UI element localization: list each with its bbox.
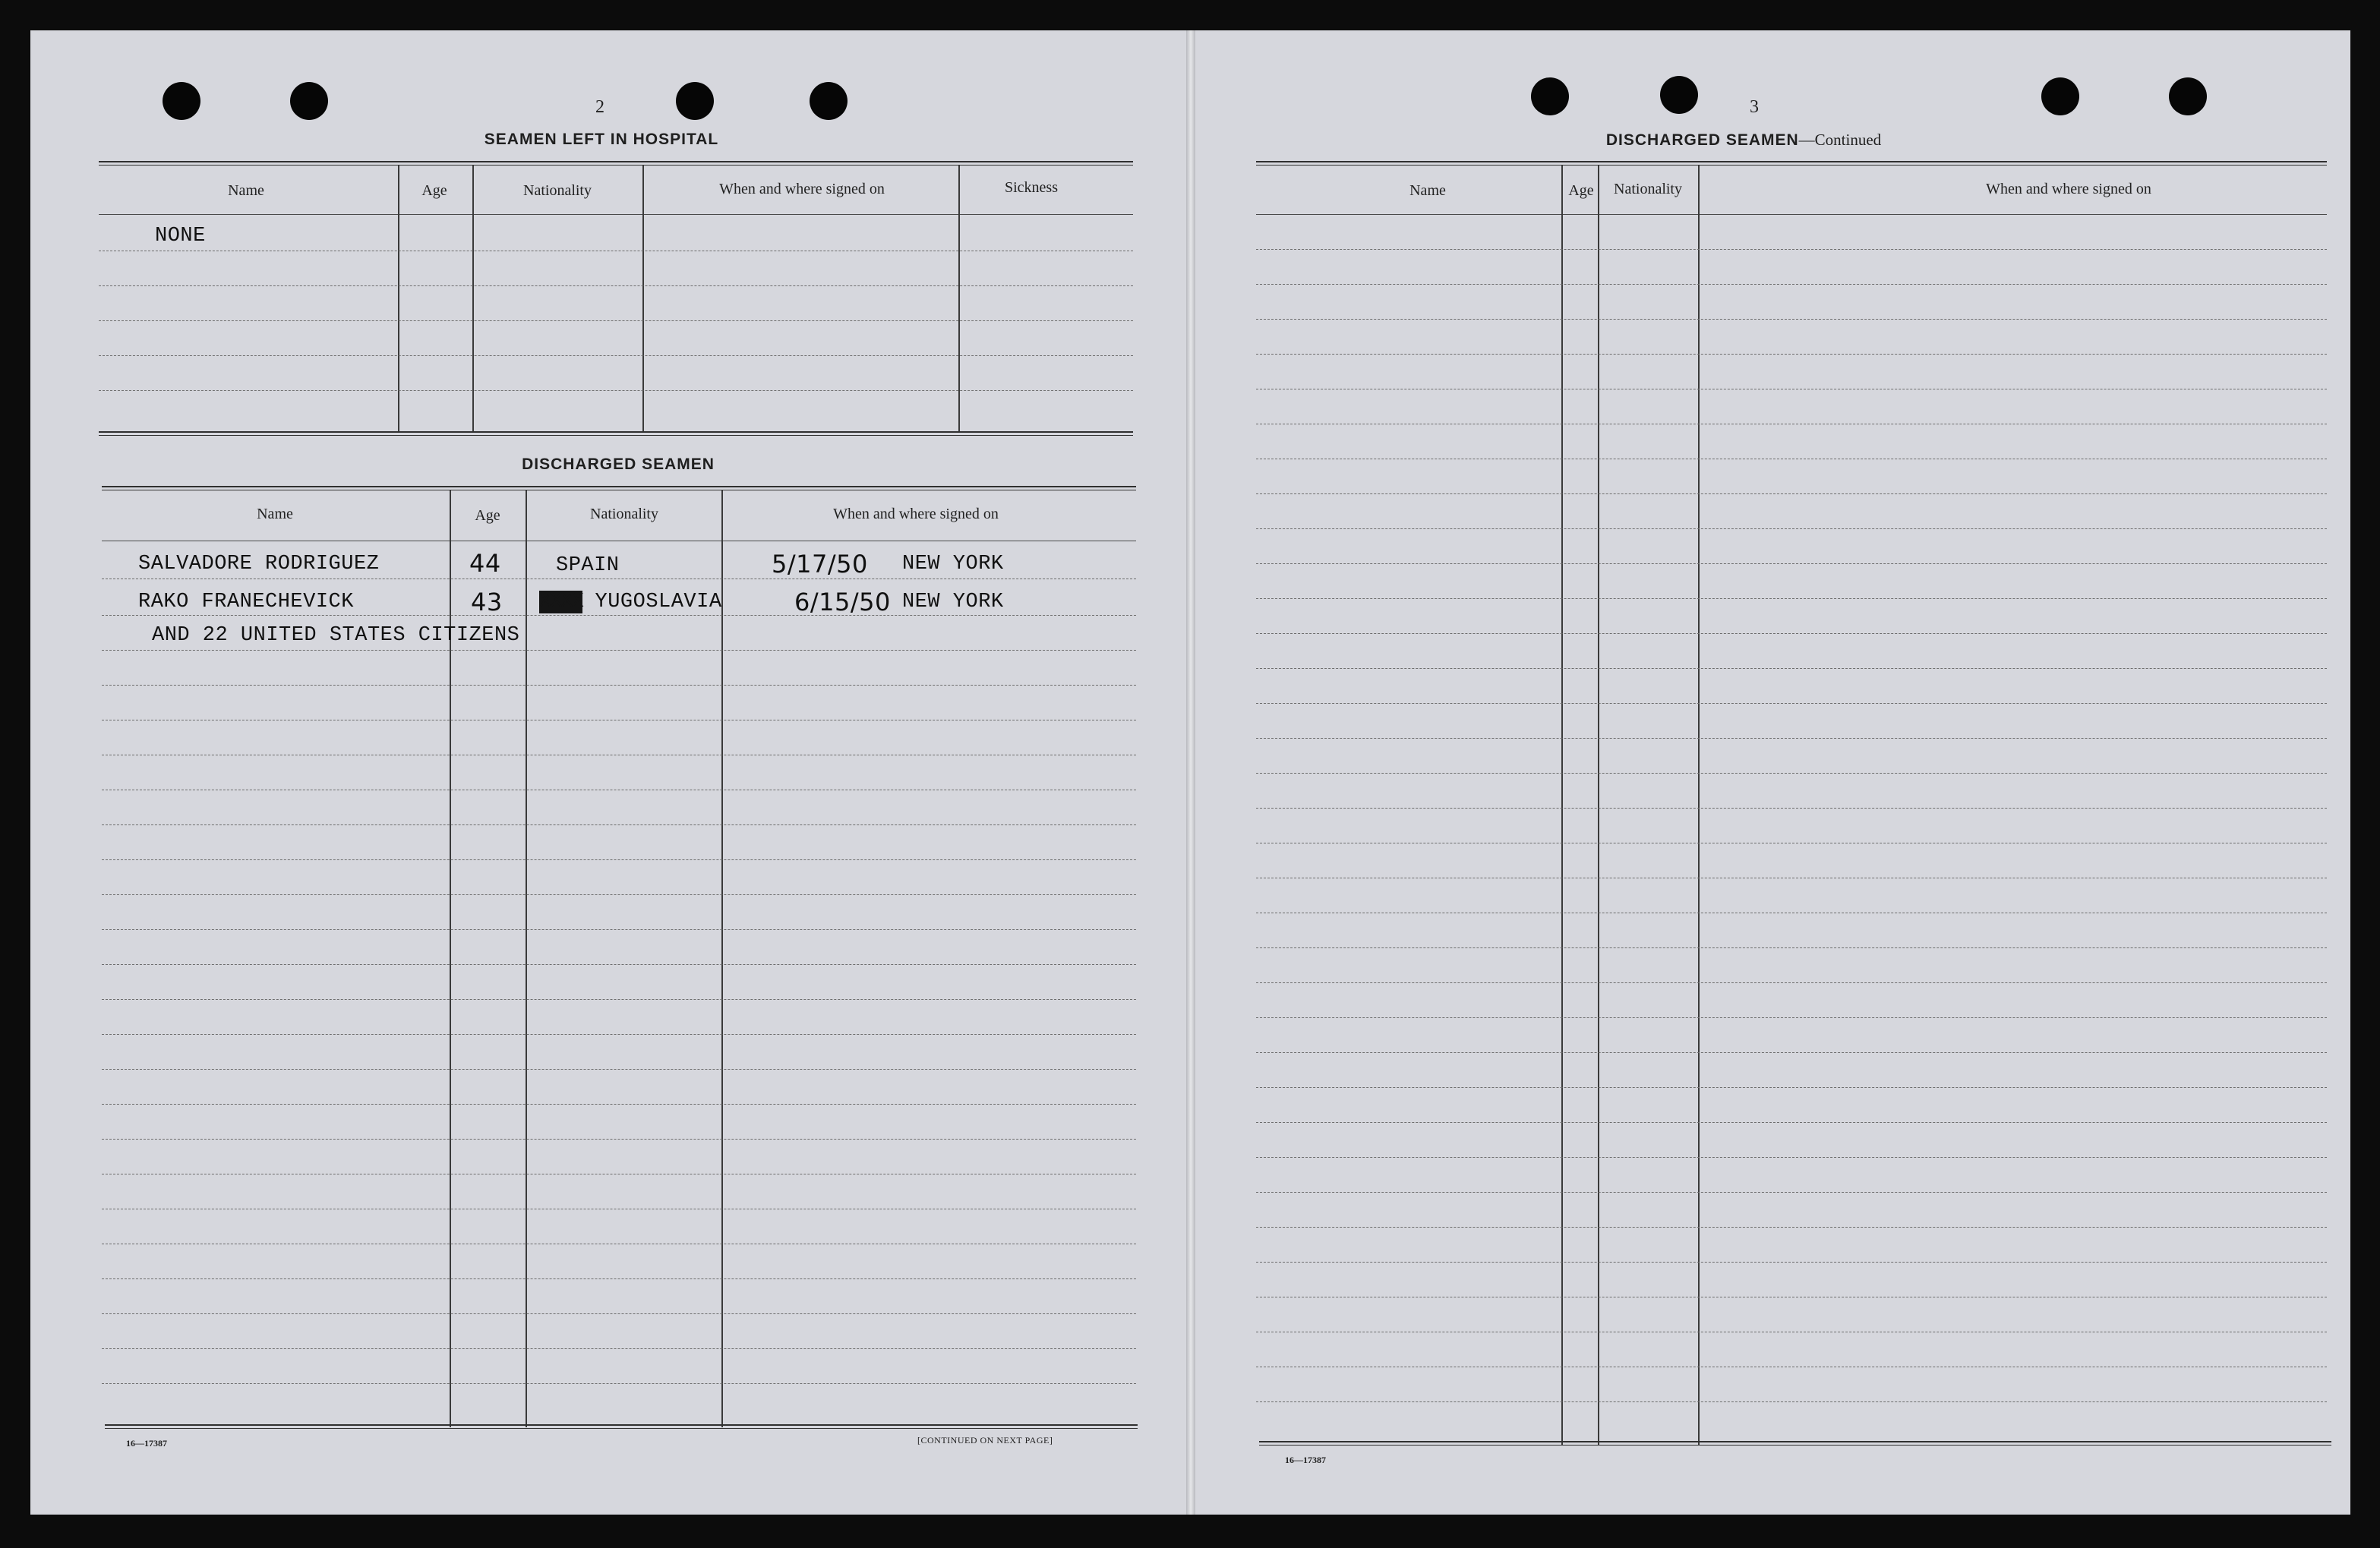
discharged-row-line: [102, 999, 1136, 1000]
binder-hole-icon: [2169, 77, 2207, 115]
continued-row-line: [1256, 563, 2327, 564]
continued-row-line: [1256, 808, 2327, 809]
continued-header-name: Name: [1409, 182, 1446, 199]
discharged-col-divider: [721, 490, 723, 1427]
continued-col-divider: [1598, 166, 1599, 1446]
discharged-row-line: [102, 1104, 1136, 1105]
form-code: 16—17387: [126, 1438, 167, 1449]
discharged-row-1-name: SALVADORE RODRIGUEZ: [138, 553, 380, 575]
hospital-row-line: [99, 285, 1133, 286]
hospital-header-rule: [99, 214, 1133, 215]
discharged-row-line: [102, 1278, 1136, 1279]
continued-row-line: [1256, 1087, 2327, 1088]
hospital-header-signed-on: When and where signed on: [719, 181, 885, 197]
hospital-row-line: [99, 390, 1133, 391]
discharged-row-line: [102, 859, 1136, 860]
continued-col-divider: [1561, 166, 1563, 1446]
discharged-row-line: [102, 894, 1136, 895]
binder-hole-icon: [676, 82, 714, 120]
hospital-header-age: Age: [421, 182, 447, 199]
discharged-bottom-rule: [105, 1424, 1138, 1429]
hospital-top-rule: [99, 161, 1133, 166]
discharged-header-name: Name: [257, 506, 293, 522]
form-code: 16—17387: [1285, 1455, 1326, 1465]
continued-row-line: [1256, 1017, 2327, 1018]
discharged-row-2-place: NEW YORK: [902, 591, 1004, 613]
continued-row-line: [1256, 1122, 2327, 1123]
page-fold: [1186, 30, 1195, 1515]
continued-row-line: [1256, 1262, 2327, 1263]
discharged-row-2-nationality: [539, 591, 722, 613]
hospital-section-title: SEAMEN LEFT IN HOSPITAL: [484, 131, 719, 148]
discharged-col-divider: [526, 490, 527, 1427]
continued-row-line: [1256, 1052, 2327, 1053]
continued-row-line: [1256, 703, 2327, 704]
hospital-bottom-rule: [99, 431, 1133, 436]
discharged-row-line: [102, 1348, 1136, 1349]
hospital-header-sickness: Sickness: [1005, 179, 1058, 196]
page-number: 2: [595, 97, 604, 117]
discharged-row-line: [102, 964, 1136, 965]
continued-row-line: [1256, 598, 2327, 599]
hospital-col-divider: [398, 166, 399, 433]
discharged-row-line: [102, 1383, 1136, 1384]
discharged-header-signed-on: When and where signed on: [833, 506, 999, 522]
discharged-row-line: [102, 1069, 1136, 1070]
page-number: 3: [1750, 97, 1759, 117]
title-suffix: —Continued: [1798, 131, 1882, 149]
discharged-row-line: [102, 615, 1136, 616]
discharged-row-1-place: NEW YORK: [902, 553, 1004, 575]
struck-out-text: XXXX: [539, 591, 582, 613]
title-text: DISCHARGED SEAMEN: [1605, 131, 1799, 149]
continued-row-line: [1256, 319, 2327, 320]
continued-row-line: [1256, 1157, 2327, 1158]
continued-row-line: [1256, 947, 2327, 948]
discharged-row-2-name: RAKO FRANECHEVICK: [138, 591, 354, 613]
continued-row-line: [1256, 528, 2327, 529]
discharged-row-line: [102, 824, 1136, 825]
continued-row-line: [1256, 633, 2327, 634]
continued-row-line: [1256, 773, 2327, 774]
discharged-note: AND 22 UNITED STATES CITIZENS: [152, 624, 520, 647]
hospital-col-divider: [958, 166, 960, 433]
continued-row-line: [1256, 354, 2327, 355]
binder-hole-icon: [163, 82, 200, 120]
binder-hole-icon: [2041, 77, 2079, 115]
continued-row-line: [1256, 249, 2327, 250]
continued-row-line: [1256, 1192, 2327, 1193]
continued-col-divider: [1698, 166, 1700, 1446]
right-page: [1195, 30, 2350, 1515]
discharged-row-2-age: 43: [471, 588, 503, 616]
continued-row-line: [1256, 1227, 2327, 1228]
continued-top-rule: [1256, 161, 2327, 166]
discharged-row-line: [102, 650, 1136, 651]
discharged-row-line: [102, 1034, 1136, 1035]
hospital-col-divider: [472, 166, 474, 433]
discharged-row-1-date: 5/17/50: [772, 550, 868, 579]
discharged-row-line: [102, 685, 1136, 686]
discharged-row-line: [102, 929, 1136, 930]
continued-row-line: [1256, 493, 2327, 494]
discharged-row-2-date: 6/15/50: [794, 588, 891, 616]
hospital-entry: NONE: [155, 225, 206, 247]
continued-row-line: [1256, 668, 2327, 669]
discharged-section-title: DISCHARGED SEAMEN: [522, 456, 715, 473]
discharged-header-age: Age: [475, 507, 500, 524]
discharged-top-rule: [102, 486, 1136, 490]
continued-header-nationality: Nationality: [1614, 181, 1682, 197]
discharged-continued-title: [1606, 131, 1881, 150]
continued-header-signed-on: When and where signed on: [1986, 181, 2151, 197]
hospital-row-line: [99, 355, 1133, 356]
continued-row-line: [1256, 738, 2327, 739]
hospital-header-name: Name: [228, 182, 264, 199]
continued-row-line: [1256, 1401, 2327, 1402]
discharged-row-line: [102, 1139, 1136, 1140]
continued-header-rule: [1256, 214, 2327, 215]
binder-hole-icon: [290, 82, 328, 120]
nationality-text: YUGOSLAVIA: [595, 591, 722, 613]
discharged-row-line: [102, 1313, 1136, 1314]
discharged-header-nationality: Nationality: [590, 506, 658, 522]
discharged-row-1-nationality: SPAIN: [556, 554, 620, 577]
continued-header-age: Age: [1568, 182, 1594, 199]
binder-hole-icon: [810, 82, 848, 120]
discharged-row-1-age: 44: [469, 549, 501, 578]
binder-hole-icon: [1660, 76, 1698, 114]
continued-bottom-rule: [1259, 1441, 2331, 1446]
continued-note: [CONTINUED ON NEXT PAGE]: [917, 1435, 1053, 1446]
hospital-col-divider: [642, 166, 644, 433]
left-page: [30, 30, 1186, 1515]
hospital-row-line: [99, 320, 1133, 321]
continued-row-line: [1256, 982, 2327, 983]
continued-row-line: [1256, 284, 2327, 285]
binder-hole-icon: [1531, 77, 1569, 115]
hospital-header-nationality: Nationality: [523, 182, 592, 199]
